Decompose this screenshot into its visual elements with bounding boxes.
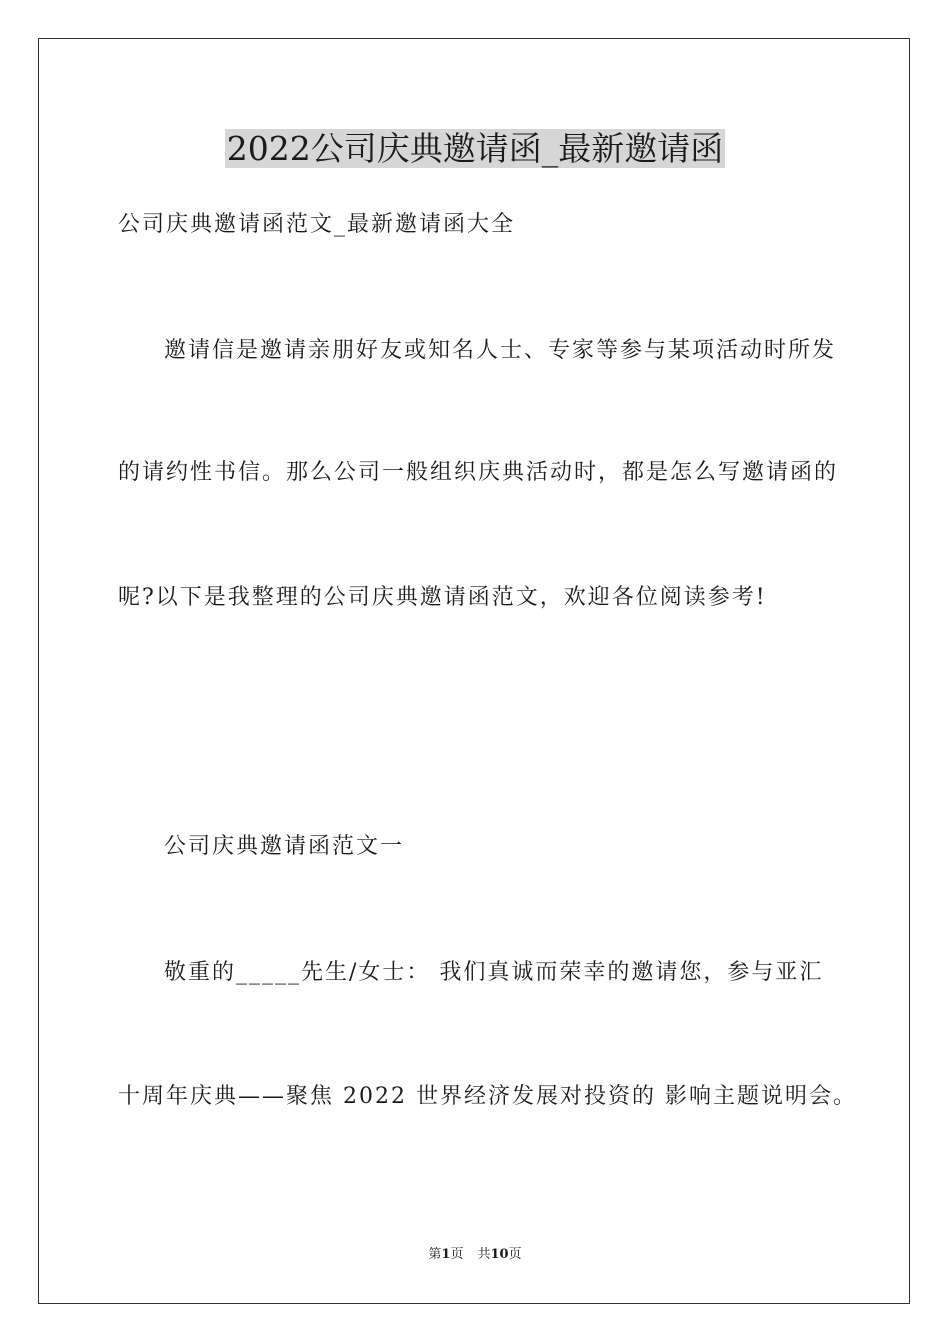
page-number: 1: [441, 1247, 451, 1262]
document-title: 2022公司庆典邀请函_最新邀请函: [226, 129, 724, 168]
total-pages: 10: [490, 1247, 509, 1262]
paragraph-line-1: 邀请信是邀请亲朋好友或知名人士、专家等参与某项活动时所发: [164, 338, 837, 363]
page-footer: [0, 1246, 950, 1264]
total-unit: 页: [508, 1247, 522, 1262]
letter-line-2: 十周年庆典——聚焦 2022 世界经济发展对投资的 影响主题说明会。: [118, 1084, 857, 1109]
section-heading: 公司庆典邀请函范文一: [164, 834, 405, 859]
page-unit: 页: [450, 1247, 464, 1262]
paragraph-line-3: 呢?以下是我整理的公司庆典邀请函范文，欢迎各位阅读参考!: [118, 585, 767, 610]
document-subtitle: 公司庆典邀请函范文_最新邀请函大全: [118, 212, 516, 237]
total-prefix: 共: [477, 1247, 491, 1262]
page-prefix: 第: [428, 1247, 442, 1262]
letter-line-1: 敬重的_____先生/女士： 我们真诚而荣幸的邀请您，参与亚汇: [164, 960, 824, 985]
paragraph-line-2: 的请约性书信。那么公司一般组织庆典活动时，都是怎么写邀请函的: [118, 460, 839, 485]
